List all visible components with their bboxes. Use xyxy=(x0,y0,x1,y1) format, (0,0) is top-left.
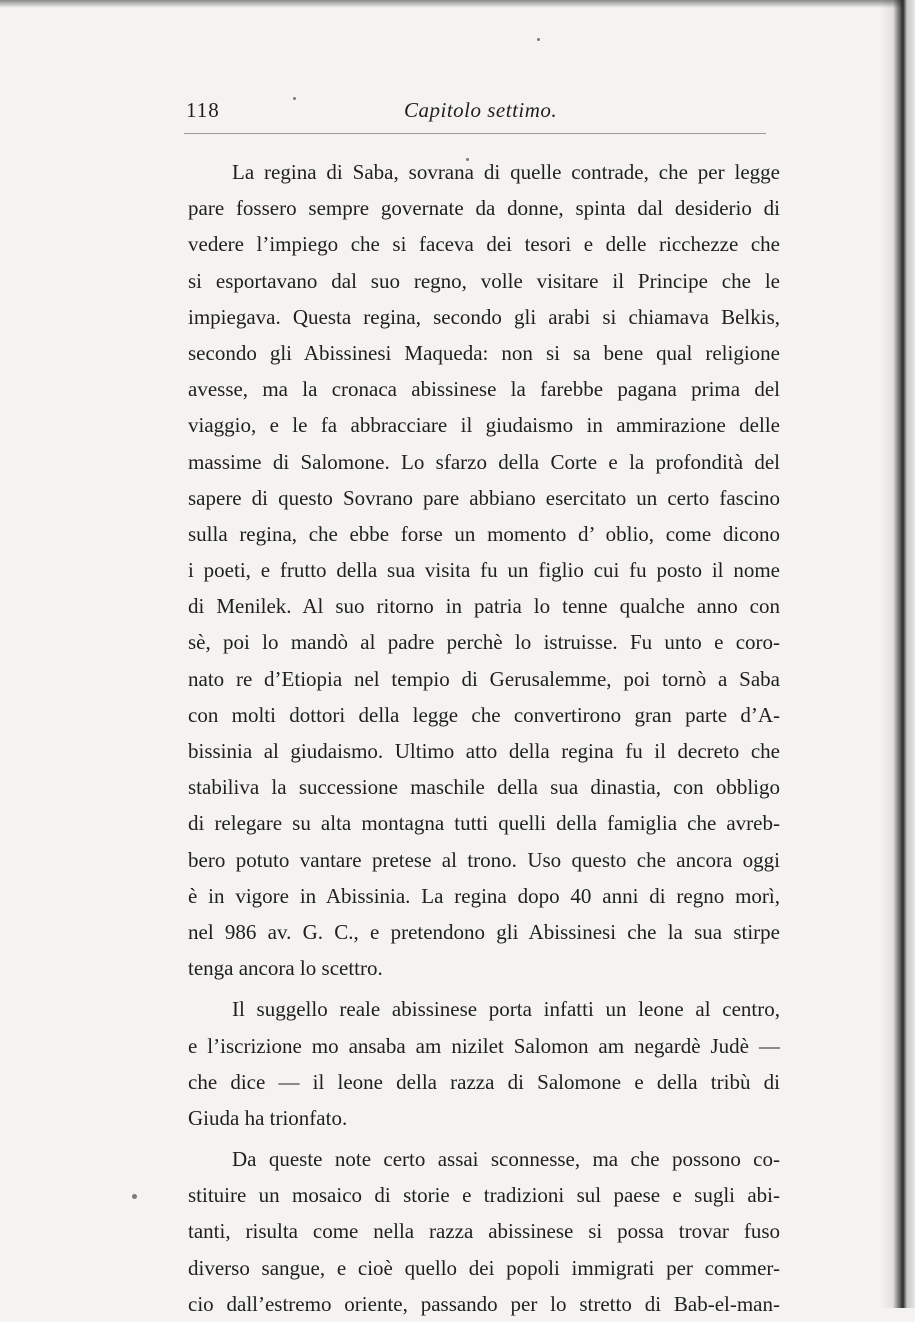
text-line: e l’iscrizione mo ansaba am nizilet Salomon am negardè Judè — xyxy=(188,1033,780,1058)
text-line: avesse, ma la cronaca abissinese la farebbe pagana prima del xyxy=(188,377,780,402)
text-line: massime di Salomone. Lo sfarzo della Corte e la profondità del xyxy=(188,449,780,474)
text-line: impiegava. Questa regina, secondo gli arabi si chiamava Belkis, xyxy=(188,304,780,329)
running-title: Capitolo settimo. xyxy=(404,98,558,122)
text-line: viaggio, e le fa abbracciare il giudaismo in ammirazione delle xyxy=(188,413,780,438)
header-rule xyxy=(184,133,766,134)
text-line: bissinia al giudaismo. Ultimo atto della regina fu il decreto che xyxy=(188,739,780,763)
text-line: Da queste note certo assai sconnesse, ma che possono co- xyxy=(232,1147,780,1172)
page-body xyxy=(188,154,780,1322)
paper-speck xyxy=(293,97,296,100)
text-line: sulla regina, che ebbe forse un momento d’ oblio, come dicono xyxy=(188,521,780,546)
text-line: che dice — il leone della razza di Salomone e della tribù di xyxy=(188,1069,780,1094)
text-line: cio dall’estremo oriente, passando per lo stretto di Bab-el-man- xyxy=(188,1291,780,1316)
text-line: sapere di questo Sovrano pare abbiano esercitato un certo fascino xyxy=(188,485,780,510)
text-line: bero potuto vantare pretese al trono. Uso questo che ancora oggi xyxy=(188,847,780,872)
paragraph-2 xyxy=(188,991,780,1136)
text-line: si esportavano dal suo regno, volle visitare il Principe che le xyxy=(188,268,780,293)
paper-speck xyxy=(537,38,540,41)
text-line: Il suggello reale abissinese porta infatti un leone al centro, xyxy=(232,997,780,1022)
text-line: di Menilek. Al suo ritorno in patria lo tenne qualche anno con xyxy=(188,594,780,619)
paragraph-3 xyxy=(188,1141,780,1322)
text-line: tenga ancora lo scettro. xyxy=(188,956,383,981)
text-line: sè, poi lo mandò al padre perchè lo istruisse. Fu unto e coro- xyxy=(188,630,780,655)
text-line: con molti dottori della legge che convertirono gran parte d’A- xyxy=(188,702,780,727)
text-line: di relegare su alta montagna tutti quelli della famiglia che avreb- xyxy=(188,811,780,836)
text-line: secondo gli Abissinesi Maqueda: non si sa bene qual religione xyxy=(188,340,780,365)
text-line: stituire un mosaico di storie e tradizioni sul paese e sugli abi- xyxy=(188,1183,780,1208)
text-line: nato re d’Etiopia nel tempio di Gerusalemme, poi tornò a Saba xyxy=(188,666,780,691)
text-line: nel 986 av. G. C., e pretendono gli Abissinesi che la sua stirpe xyxy=(188,919,780,944)
paragraph-1 xyxy=(188,154,780,986)
text-line: stabiliva la successione maschile della sua dinastia, con obbligo xyxy=(188,775,780,800)
scan-edge-right xyxy=(881,0,915,1308)
text-line: è in vigore in Abissinia. La regina dopo 40 anni di regno morì, xyxy=(188,883,780,908)
text-line: i poeti, e frutto della sua visita fu un figlio cui fu posto il nome xyxy=(188,558,780,583)
text-line: tanti, risulta come nella razza abissinese si possa trovar fuso xyxy=(188,1219,780,1244)
text-line: vedere l’impiego che si faceva dei tesori e delle ricchezze che xyxy=(188,232,780,257)
text-line: La regina di Saba, sovrana di quelle contrade, che per legge xyxy=(232,160,780,184)
scan-edge-top xyxy=(0,0,915,8)
page-number: 118 xyxy=(186,98,220,122)
text-line: pare fossero sempre governate da donne, spinta dal desiderio di xyxy=(188,196,780,221)
paper-speck xyxy=(132,1194,137,1199)
text-line: Giuda ha trionfato. xyxy=(188,1105,348,1130)
text-line: diverso sangue, e cioè quello dei popoli immigrati per commer- xyxy=(188,1255,780,1280)
